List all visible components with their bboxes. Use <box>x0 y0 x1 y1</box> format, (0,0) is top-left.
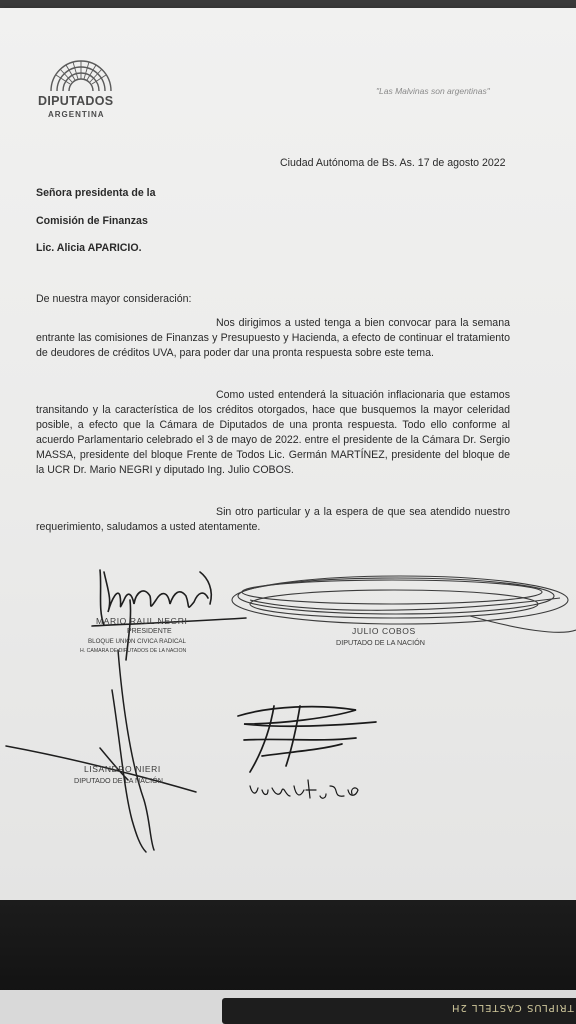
meri-title: DIPUTADO DE LA NACIÓN <box>74 776 163 785</box>
motto: "Las Malvinas son argentinas" <box>376 86 490 96</box>
zotto-handwriting <box>250 780 358 798</box>
cobos-name: JULIO COBOS <box>352 626 416 636</box>
logo-name: DIPUTADOS <box>38 94 114 108</box>
pencil-label: TRIPLUS CASTELL 2H <box>451 1002 574 1013</box>
meri-signature <box>6 650 196 852</box>
negri-bloque: BLOQUE UNION CIVICA RADICAL <box>88 638 186 645</box>
negri-title: PRESIDENTE <box>127 628 172 635</box>
negri-name: MARIO RAUL NEGRI <box>96 616 188 626</box>
body-paragraph: Nos dirigimos a usted tenga a bien convocar para la semana entrante las comisiones de Finanzas y Presupuesto y Hacienda, a efecto de continuar el tratamiento de deudores de créditos UVA, para poder dar una pronta respuesta sobre este tema. <box>36 317 510 359</box>
recipient-line: Lic. Alicia APARICIO. <box>36 242 142 254</box>
negri-camara: H. CAMARA DE DIPUTADOS DE LA NACION <box>80 648 187 654</box>
recipient-line: Señora presidenta de la <box>36 187 156 199</box>
zotto-signature <box>238 706 376 772</box>
recipient-line: Comisión de Finanzas <box>36 215 148 227</box>
logo-country: ARGENTINA <box>48 110 105 119</box>
cobos-title: DIPUTADO DE LA NACIÓN <box>336 638 425 647</box>
cobos-signature <box>232 576 576 632</box>
body-paragraph: Como usted entenderá la situación inflacionaria que estamos transitando y la característica de los créditos otorgados, hace que busquemos la mayor celeridad posible, a efecto que la Cámara de Diputados de una pronta respuesta. Todo ello conforme al acuerdo Parlamentario celebrado el 3 de mayo de 2022. entre el presidente de la Cámara Dr. Sergio MASSA, presidente del bloque Frente de Todos Lic. Germán MARTÍNEZ, presidente del bloque de la UCR Dr. Mario NEGRI y diputado Ing. Julio COBOS. <box>36 389 510 476</box>
meri-name: LISANDRO NIERI <box>84 764 161 774</box>
body-paragraph: Sin otro particular y a la espera de que sea atendido nuestro requerimiento, saludamos a usted atentamente. <box>36 506 510 533</box>
date-line: Ciudad Autónoma de Bs. As. 17 de agosto 2022 <box>280 157 506 169</box>
pencil <box>222 998 576 1024</box>
greeting: De nuestra mayor consideración: <box>36 293 192 305</box>
